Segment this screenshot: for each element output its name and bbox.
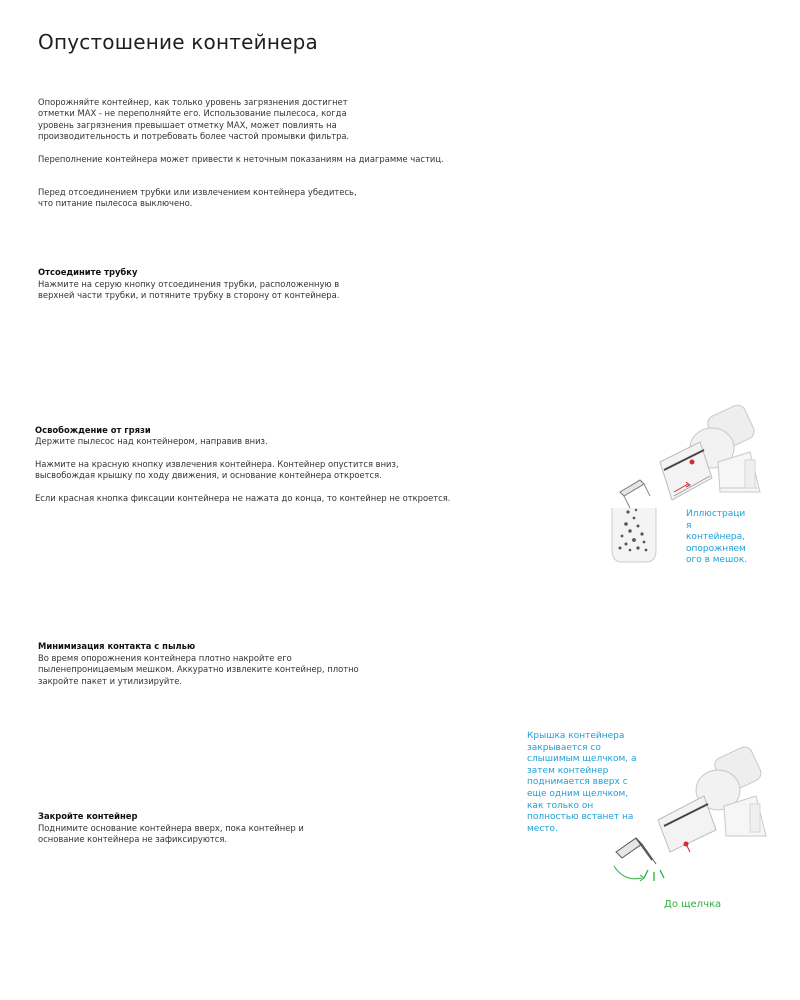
step3-text: Во время опорожнения контейнера плотно накройте его пыленепроницаемым мешком. Аккуратно извлеките контейнер, плотно закройте пакет и утилизируйте. <box>38 653 359 686</box>
step4-text: Поднимите основание контейнера вверх, пока контейнер и основание контейнера не зафиксируются. <box>38 823 304 845</box>
step1-heading: Отсоедините трубку <box>38 267 138 277</box>
step1-text: Нажмите на серую кнопку отсоединения трубки, расположенную в верхней части трубки, и потяните трубку в сторону от контейнера. <box>38 279 340 301</box>
step2-text-3: Если красная кнопка фиксации контейнера не нажата до конца, то контейнер не откроется. <box>35 493 451 503</box>
bin-closing-illustration <box>600 740 780 900</box>
step2-text-2: Нажмите на красную кнопку извлечения контейнера. Контейнер опустится вниз, высвобождая крышку по ходу движения, и основание контейнера откроется. <box>35 459 399 481</box>
page-title: Опустошение контейнера <box>38 30 318 54</box>
intro-paragraph-1: Опорожняйте контейнер, как только уровень загрязнения достигнет отметки MAX - не переполняйте его. Использование пылесоса, когда уровень загрязнения превышает отметку MAX, может повлиять на производительность и потребовать более частой промывки фильтра. <box>38 97 350 142</box>
intro-paragraph-2: Переполнение контейнера может привести к неточным показаниям на диаграмме частиц. <box>38 154 444 164</box>
bin-closing-caption: Крышка контейнера закрывается со слышимым щелчком, а затем контейнер поднимается вверх с еще одним щелчком, как только он полностью встанет на место. <box>527 731 637 834</box>
step2-text-1: Держите пылесос над контейнером, направив вниз. <box>35 436 268 446</box>
before-click-caption: До щелчка <box>664 899 722 910</box>
step4-heading: Закройте контейнер <box>38 811 138 821</box>
step2-heading: Освобождение от грязи <box>35 425 151 435</box>
bin-emptying-caption: Иллюстраци я контейнера, опорожняем ого в мешок. <box>686 509 748 566</box>
intro-paragraph-3: Перед отсоединением трубки или извлечением контейнера убедитесь, что питание пылесоса выключено. <box>38 187 357 209</box>
step3-heading: Минимизация контакта с пылью <box>38 641 196 651</box>
